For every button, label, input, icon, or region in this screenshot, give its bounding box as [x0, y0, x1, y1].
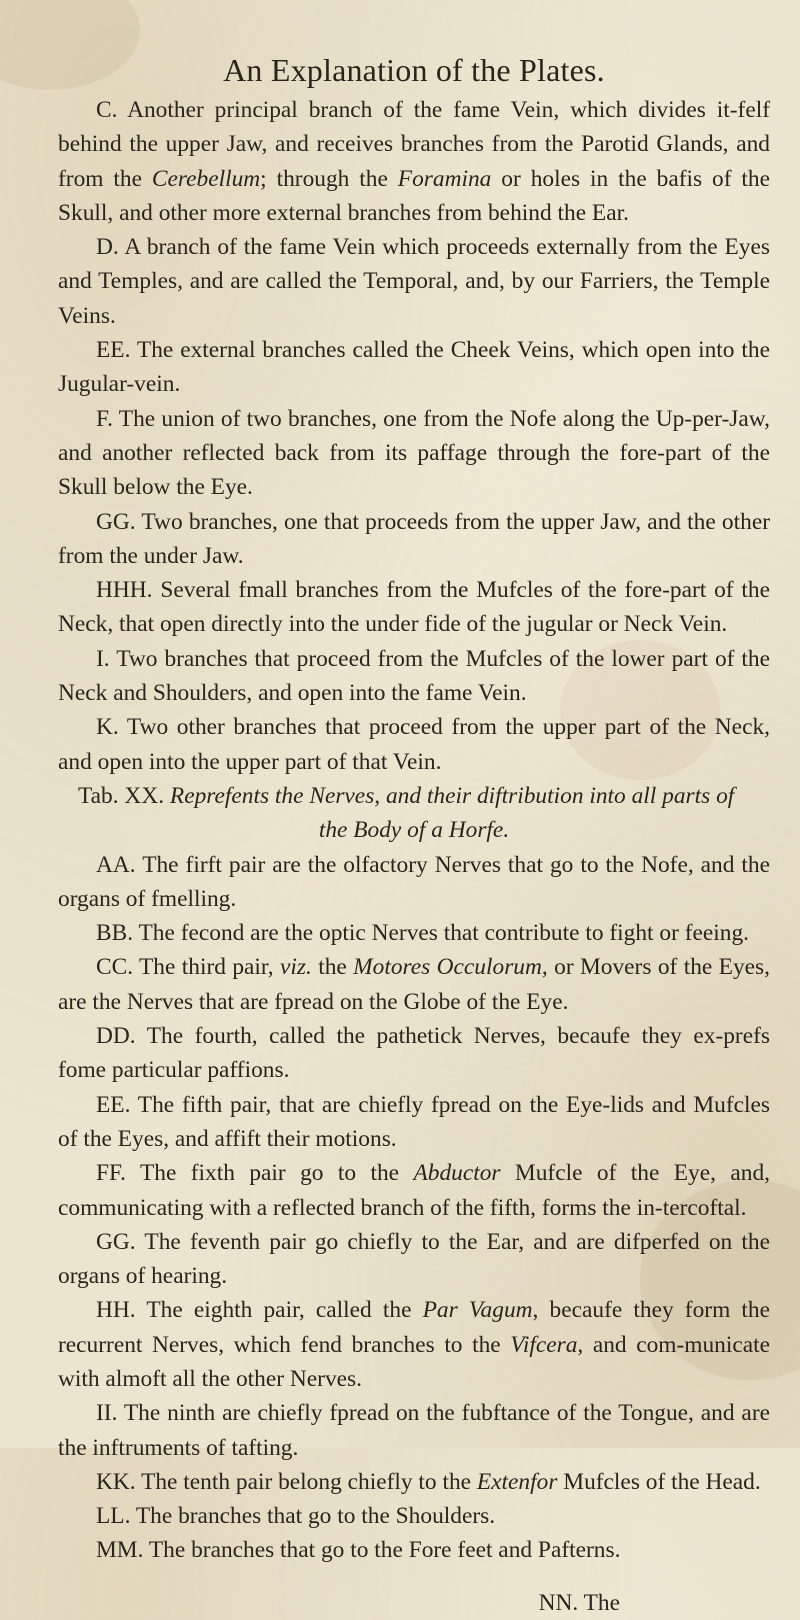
- paragraph-text: , and com-municate with almoft all the other Nerves.: [58, 1331, 771, 1392]
- paragraph-text: Several fmall branches from the Mufcles of the fore-part of the Neck, that open directly into the under fide of the jugular or Neck Vein.: [58, 577, 770, 638]
- paragraph-text: the: [311, 954, 354, 981]
- explanation-paragraph: [58, 1019, 770, 1088]
- paragraph-label: I.: [96, 645, 110, 672]
- explanation-paragraph: [58, 1156, 770, 1225]
- paragraph-text: Two branches that proceed from the Mufcles of the lower part of the Neck and Shoulders, and open into the fame Vein.: [58, 645, 770, 707]
- paragraph-label: F.: [96, 405, 113, 432]
- italic-term: Vifcera: [510, 1331, 578, 1358]
- explanation-paragraph: [58, 93, 770, 230]
- nerve-explanations: [58, 848, 770, 1568]
- explanation-paragraph: [58, 1499, 770, 1533]
- paragraph-label: C.: [96, 97, 118, 123]
- explanation-paragraph: [58, 950, 770, 1019]
- paragraph-label: K.: [96, 714, 119, 741]
- paragraph-text: The fourth, called the pathetick Nerves, becaufe they ex-prefs fome particular paffions.: [58, 1023, 770, 1084]
- paragraph-label: HHH.: [96, 577, 153, 604]
- paragraph-text: Two branches, one that proceeds from the upper Jaw, and the other from the under Jaw.: [58, 508, 770, 569]
- paragraph-label: GG.: [96, 1228, 136, 1255]
- paragraph-label: EE.: [96, 1091, 131, 1118]
- explanation-paragraph: [58, 642, 770, 711]
- explanation-paragraph: [58, 1088, 770, 1157]
- italic-term: Abductor: [413, 1160, 501, 1187]
- paragraph-label: LL.: [96, 1503, 131, 1530]
- paragraph-text: , becaufe they form the recurrent Nerves, which fend branches to the: [58, 1297, 770, 1358]
- book-page: [58, 52, 770, 1620]
- explanation-paragraph: [58, 402, 770, 505]
- running-head: An Explanation of the Plates.: [223, 52, 605, 88]
- paragraph-text: The branches that go to the Shoulders.: [130, 1503, 496, 1530]
- paragraph-label: AA.: [96, 851, 136, 878]
- paragraph-label: KK.: [96, 1468, 136, 1495]
- paragraph-text: Two other branches that proceed from the upper part of the Neck, and open into the upper part of that Vein.: [58, 714, 770, 775]
- italic-term: Motores Occulorum: [353, 954, 542, 981]
- paragraph-label: MM.: [96, 1537, 144, 1564]
- paragraph-text: Mufcle of the Eye, and, communicating with a reflected branch of the fifth, forms the in-tercoftal.: [58, 1160, 770, 1221]
- paragraph-label: HH.: [96, 1297, 136, 1324]
- paragraph-label: GG.: [96, 508, 136, 535]
- paragraph-text: Mufcles of the Head.: [557, 1468, 761, 1495]
- italic-term: Extenfor: [476, 1468, 558, 1495]
- paragraph-text: A branch of the fame Vein which proceeds externally from the Eyes and Temples, and are called the Temporal, and, by our Farriers, the Temple Veins.: [58, 234, 770, 329]
- paragraph-text: , or Movers of the Eyes, are the Nerves that are fpread on the Globe of the Eye.: [58, 954, 770, 1015]
- table-heading: [58, 779, 770, 848]
- paragraph-text: or holes in the bafis of the Skull, and other more external branches from behind the Ear.: [58, 165, 771, 226]
- paragraph-text: The union of two branches, one from the Nofe along the Up-per-Jaw, and another reflected back from its paffage through the fore-part of the Skull below the Eye.: [58, 405, 770, 501]
- table-label: Tab. XX.: [78, 782, 165, 809]
- explanation-paragraph: [58, 848, 770, 917]
- paragraph-label: D.: [96, 234, 119, 261]
- table-heading-text-1: Reprefents the Nerves, and their diftribution into all parts of: [164, 782, 735, 809]
- catchword: NN. The: [538, 1589, 620, 1616]
- paragraph-label: CC.: [96, 954, 134, 981]
- explanation-paragraph: [58, 916, 770, 950]
- paragraph-text: The firft pair are the olfactory Nerves that go to the Nofe, and the organs of fmelling.: [58, 851, 770, 912]
- paragraph-text: ; through the: [260, 165, 398, 192]
- paragraph-label: BB.: [96, 920, 134, 947]
- paragraph-label: II.: [96, 1400, 118, 1427]
- explanation-paragraph: [58, 573, 770, 642]
- explanation-paragraph: [58, 1465, 770, 1499]
- paragraph-text: The tenth pair belong chiefly to the: [135, 1468, 477, 1495]
- explanation-paragraph: [58, 1293, 770, 1396]
- explanation-paragraph: [58, 333, 770, 402]
- explanation-paragraph: [58, 230, 770, 333]
- italic-term: Par Vagum: [422, 1297, 533, 1324]
- paragraph-text: The ninth are chiefly fpread on the fubftance of the Tongue, and are the inftruments of tafting.: [58, 1400, 770, 1461]
- paragraph-label: DD.: [96, 1023, 136, 1050]
- italic-term: Cerebellum: [151, 165, 261, 192]
- paragraph-text: The fecond are the optic Nerves that contribute to fight or feeing.: [133, 920, 750, 947]
- vein-explanations: [58, 93, 770, 779]
- paragraph-text: The fixth pair go to the: [126, 1160, 414, 1187]
- explanation-paragraph: [58, 710, 770, 779]
- paragraph-text: The eighth pair, called the: [135, 1297, 423, 1324]
- table-heading-text-2: the Body of a Horfe.: [318, 817, 510, 844]
- paragraph-text: The branches that go to the Fore feet and Pafterns.: [143, 1537, 621, 1564]
- explanation-paragraph: [58, 505, 770, 574]
- italic-term: Foramina: [397, 165, 492, 192]
- paragraph-text: The feventh pair go chiefly to the Ear, and are difperfed on the organs of hearing.: [58, 1228, 770, 1290]
- paragraph-text: The third pair,: [133, 954, 280, 981]
- explanation-paragraph: [58, 1396, 770, 1465]
- explanation-paragraph: [58, 1225, 770, 1294]
- paragraph-label: EE.: [96, 337, 131, 364]
- paragraph-text: The external branches called the Cheek Veins, which open into the Jugular-vein.: [58, 337, 770, 398]
- paragraph-text: The fifth pair, that are chiefly fpread on the Eye-lids and Mufcles of the Eyes, and affift their motions.: [58, 1091, 770, 1152]
- italic-term: viz.: [279, 954, 312, 981]
- paragraph-text: Another principal branch of the fame Vein, which divides it-felf behind the upper Jaw, and receives branches from the Parotid Glands, and from the: [58, 97, 770, 192]
- explanation-paragraph: [58, 1533, 770, 1567]
- paragraph-label: FF.: [96, 1160, 126, 1187]
